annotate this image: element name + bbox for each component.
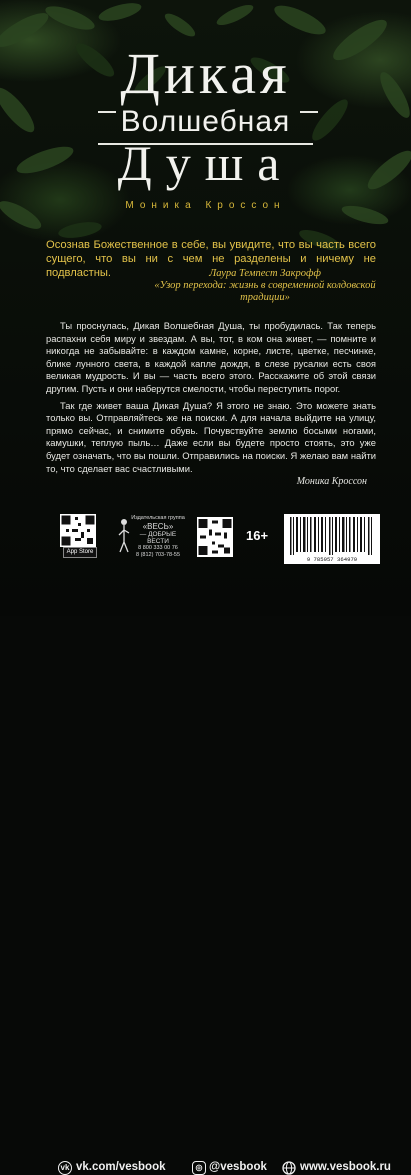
- publisher-line-4: 8 800 333 00 76: [138, 545, 178, 551]
- annotation-paragraph-1: Ты проснулась, Дикая Волшебная Душа, ты пробудилась. Так теперь распахни себя миру и звездам. А вы, тот, в ком она живет, — помните и никогда не забывайте: в каждом камне, корне, листе, цветке, песчинке, блике лунного света, в каждой капле дождя, в слезе русалки есть своя великая мудрость. И вы — часть всего этого. Расскажите об этой связи другим. Пусть и они наберутся смелости, чтобы переступить порог.: [46, 320, 376, 394]
- publisher-line-2: «ВЕСЬ»: [142, 522, 174, 531]
- isbn-number: 9 785957 364979: [306, 556, 358, 563]
- annotation-paragraph-2: Так где живет ваша Дикая Душа? Я этого не знаю. Это можете знать только вы. Отправляйтесь же на поиски. А для начала выйдите на улицу, прямо сейчас, и снимите обувь. Почувствуйте землю босыми ногами, камушки, теплую пыль… Даже если вы будете просто стоять, это уже будет означать, что вы пошли. Отправились на поиски. Я желаю вам найти то, что сделает вас счастливыми.: [46, 399, 376, 474]
- vk-link[interactable]: vk.com/vesbook: [76, 1161, 166, 1173]
- epigraph-text: Осознав Божественное в себе, вы увидите, что вы часть всего сущего, что вы ни с чем не разделены и ничему не подвластны.: [46, 239, 376, 279]
- epigraph-source: [150, 268, 380, 304]
- age-rating: 16+: [246, 528, 269, 543]
- footer-bar: [0, 575, 411, 1173]
- qr-code-right: [197, 517, 233, 557]
- epigraph-source-title: «Узор перехода: жизнь в современной колдовской традиции»: [154, 280, 376, 303]
- title-line-3: Душа: [117, 135, 294, 191]
- globe-icon[interactable]: [282, 1161, 296, 1175]
- publisher-info: [128, 515, 188, 559]
- instagram-link[interactable]: @vesbook: [209, 1161, 267, 1173]
- author-name: Моника Кроссон: [125, 200, 286, 211]
- appstore-badge: App Store: [63, 547, 97, 558]
- publisher-line-3: — ДОБРЫЕ ВЕСТИ: [139, 531, 177, 545]
- title-line-2: Волшебная: [120, 105, 291, 138]
- vk-icon[interactable]: vk: [58, 1161, 72, 1175]
- qr-code-left: [60, 514, 96, 547]
- annotation-text: [46, 320, 376, 479]
- publisher-line-1: Издательская группа: [131, 515, 185, 521]
- title-line-1: Дикая: [120, 41, 291, 106]
- instagram-icon[interactable]: ◎: [192, 1161, 206, 1175]
- barcode-bars: [284, 514, 380, 556]
- epigraph-source-author: Лаура Темпест Закрофф: [209, 268, 321, 279]
- publisher-line-5: 8 (812) 703-78-55: [135, 552, 181, 558]
- site-link[interactable]: www.vesbook.ru: [300, 1161, 391, 1173]
- author-signature: Моника Кроссон: [296, 476, 367, 487]
